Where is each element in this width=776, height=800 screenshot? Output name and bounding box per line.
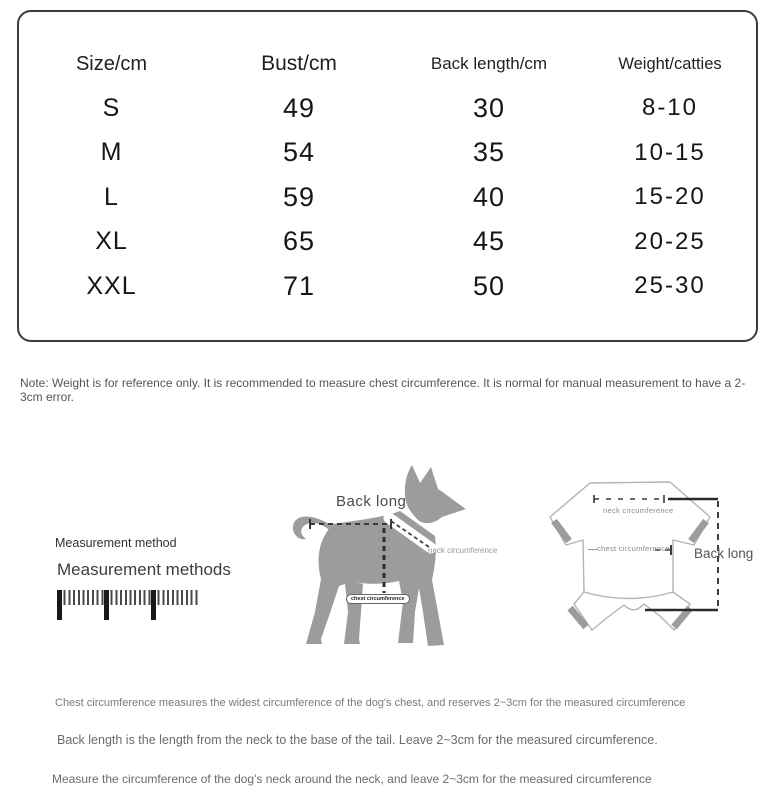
table-row <box>19 175 756 220</box>
neck-instruction: Measure the circumference of the dog's neck around the neck, and leave 2~3cm for the measured circumference <box>52 772 652 786</box>
size-cell: L <box>104 182 119 211</box>
weight-cell: 8-10 <box>641 94 699 122</box>
bust-cell: 59 <box>282 181 316 212</box>
column-header-back-length: Back length/cm <box>430 54 548 73</box>
back-cell: 40 <box>472 181 506 212</box>
size-cell: S <box>102 93 121 122</box>
table-row <box>19 264 756 309</box>
bust-cell: 49 <box>282 92 316 123</box>
dog-neck-circumference-label: neck circumference <box>428 546 498 555</box>
bust-cell: 65 <box>282 226 316 257</box>
back-cell: 30 <box>472 92 506 123</box>
measurement-method-label: Measurement method <box>55 536 177 550</box>
garment-neck-circumference-label: neck circumference <box>603 506 674 515</box>
table-row <box>19 86 756 131</box>
back-cell: 45 <box>472 226 506 257</box>
dog-silhouette-diagram <box>285 462 470 662</box>
table-row <box>19 220 756 265</box>
column-header-bust: Bust/cm <box>261 52 337 75</box>
back-length-instruction: Back length is the length from the neck to the base of the tail. Leave 2~3cm for the measured circumference. <box>57 733 658 747</box>
size-chart-table <box>17 10 758 342</box>
weight-cell: 10-15 <box>634 138 706 166</box>
ruler-small-ticks <box>59 590 199 605</box>
ruler-major-tick <box>104 590 109 620</box>
column-header-weight: Weight/catties <box>618 54 722 73</box>
ruler-icon <box>57 590 199 620</box>
table-row <box>19 131 756 176</box>
garment-back-length-label: Back long <box>694 546 754 561</box>
size-cell: XL <box>95 227 128 256</box>
ruler-major-tick <box>57 590 62 620</box>
back-cell: 35 <box>472 137 506 168</box>
size-cell: M <box>100 138 123 167</box>
weight-cell: 15-20 <box>634 183 706 211</box>
weight-cell: 25-30 <box>634 272 706 300</box>
bust-cell: 71 <box>282 270 316 301</box>
chest-instruction: Chest circumference measures the widest circumference of the dog's chest, and reserves 2~3cm for the measured circumference <box>55 697 686 709</box>
weight-cell: 20-25 <box>634 227 706 255</box>
table-header-row <box>19 42 756 86</box>
dog-back-length-label: Back long <box>336 493 407 510</box>
weight-reference-note: Note: Weight is for reference only. It is recommended to measure chest circumference. It is normal for manual measurement to have a 2-3cm error. <box>20 376 746 404</box>
garment-chest-circumference-label: chest circumference <box>597 544 670 553</box>
measurement-methods-title: Measurement methods <box>57 560 231 579</box>
ruler-major-tick <box>151 590 156 620</box>
dog-chest-circumference-badge: chest circumference <box>346 594 410 604</box>
back-cell: 50 <box>472 270 506 301</box>
column-header-size: Size/cm <box>75 52 148 75</box>
size-cell: XXL <box>86 271 137 300</box>
chest-leader-line <box>588 549 597 550</box>
bust-cell: 54 <box>282 137 316 168</box>
